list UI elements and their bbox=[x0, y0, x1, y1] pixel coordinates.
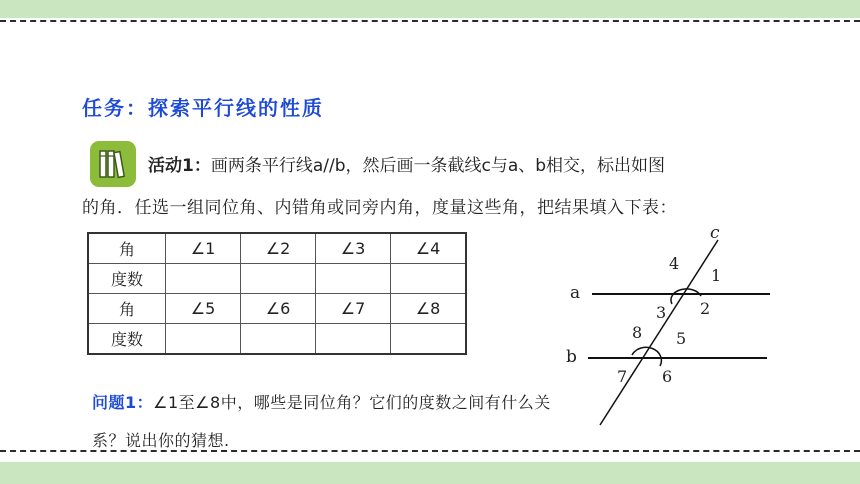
table-cell: ∠4 bbox=[391, 233, 467, 264]
table-cell: ∠7 bbox=[316, 294, 391, 324]
angle-label-5: 5 bbox=[676, 329, 687, 348]
angle-label-1: 1 bbox=[711, 266, 722, 285]
activity-text-line2: 的角．任选一组同位角、内错角或同旁内角，度量这些角，把结果填入下表： bbox=[82, 198, 677, 218]
activity-label: 活动1： bbox=[148, 156, 211, 176]
table-cell: 角 bbox=[88, 233, 166, 264]
bottom-band bbox=[0, 462, 860, 484]
table-cell: 度数 bbox=[88, 324, 166, 355]
angle-label-3: 3 bbox=[656, 303, 667, 322]
table-cell: 角 bbox=[88, 294, 166, 324]
angle-label-4: 4 bbox=[669, 254, 680, 273]
angle-label-6: 6 bbox=[662, 367, 673, 386]
table-cell: 度数 bbox=[88, 264, 166, 294]
angle-label-7: 7 bbox=[617, 367, 628, 386]
line-label-c: c bbox=[710, 223, 720, 243]
activity-text-line1: 画两条平行线a//b，然后画一条截线c与a、b相交，标出如图 bbox=[210, 156, 666, 176]
table-cell: ∠6 bbox=[241, 294, 316, 324]
table-cell: ∠8 bbox=[391, 294, 467, 324]
table-cell: ∠2 bbox=[241, 233, 316, 264]
line-label-a: a bbox=[570, 283, 581, 303]
angle-arc-lower bbox=[632, 347, 661, 366]
line-c bbox=[600, 240, 718, 425]
question-text: ∠1至∠8中，哪些是同位角？它们的度数之间有什么关系？说出你的猜想. bbox=[92, 393, 551, 450]
angle-label-8: 8 bbox=[632, 323, 643, 342]
question-label: 问题1： bbox=[92, 393, 154, 412]
table-cell: ∠3 bbox=[316, 233, 391, 264]
angle-label-2: 2 bbox=[700, 299, 711, 318]
line-label-b: b bbox=[566, 347, 577, 367]
table-cell: ∠1 bbox=[166, 233, 241, 264]
page-title: 任务：探索平行线的性质 bbox=[82, 96, 324, 120]
bottom-dashed-divider bbox=[0, 450, 860, 452]
table-cell: ∠5 bbox=[166, 294, 241, 324]
